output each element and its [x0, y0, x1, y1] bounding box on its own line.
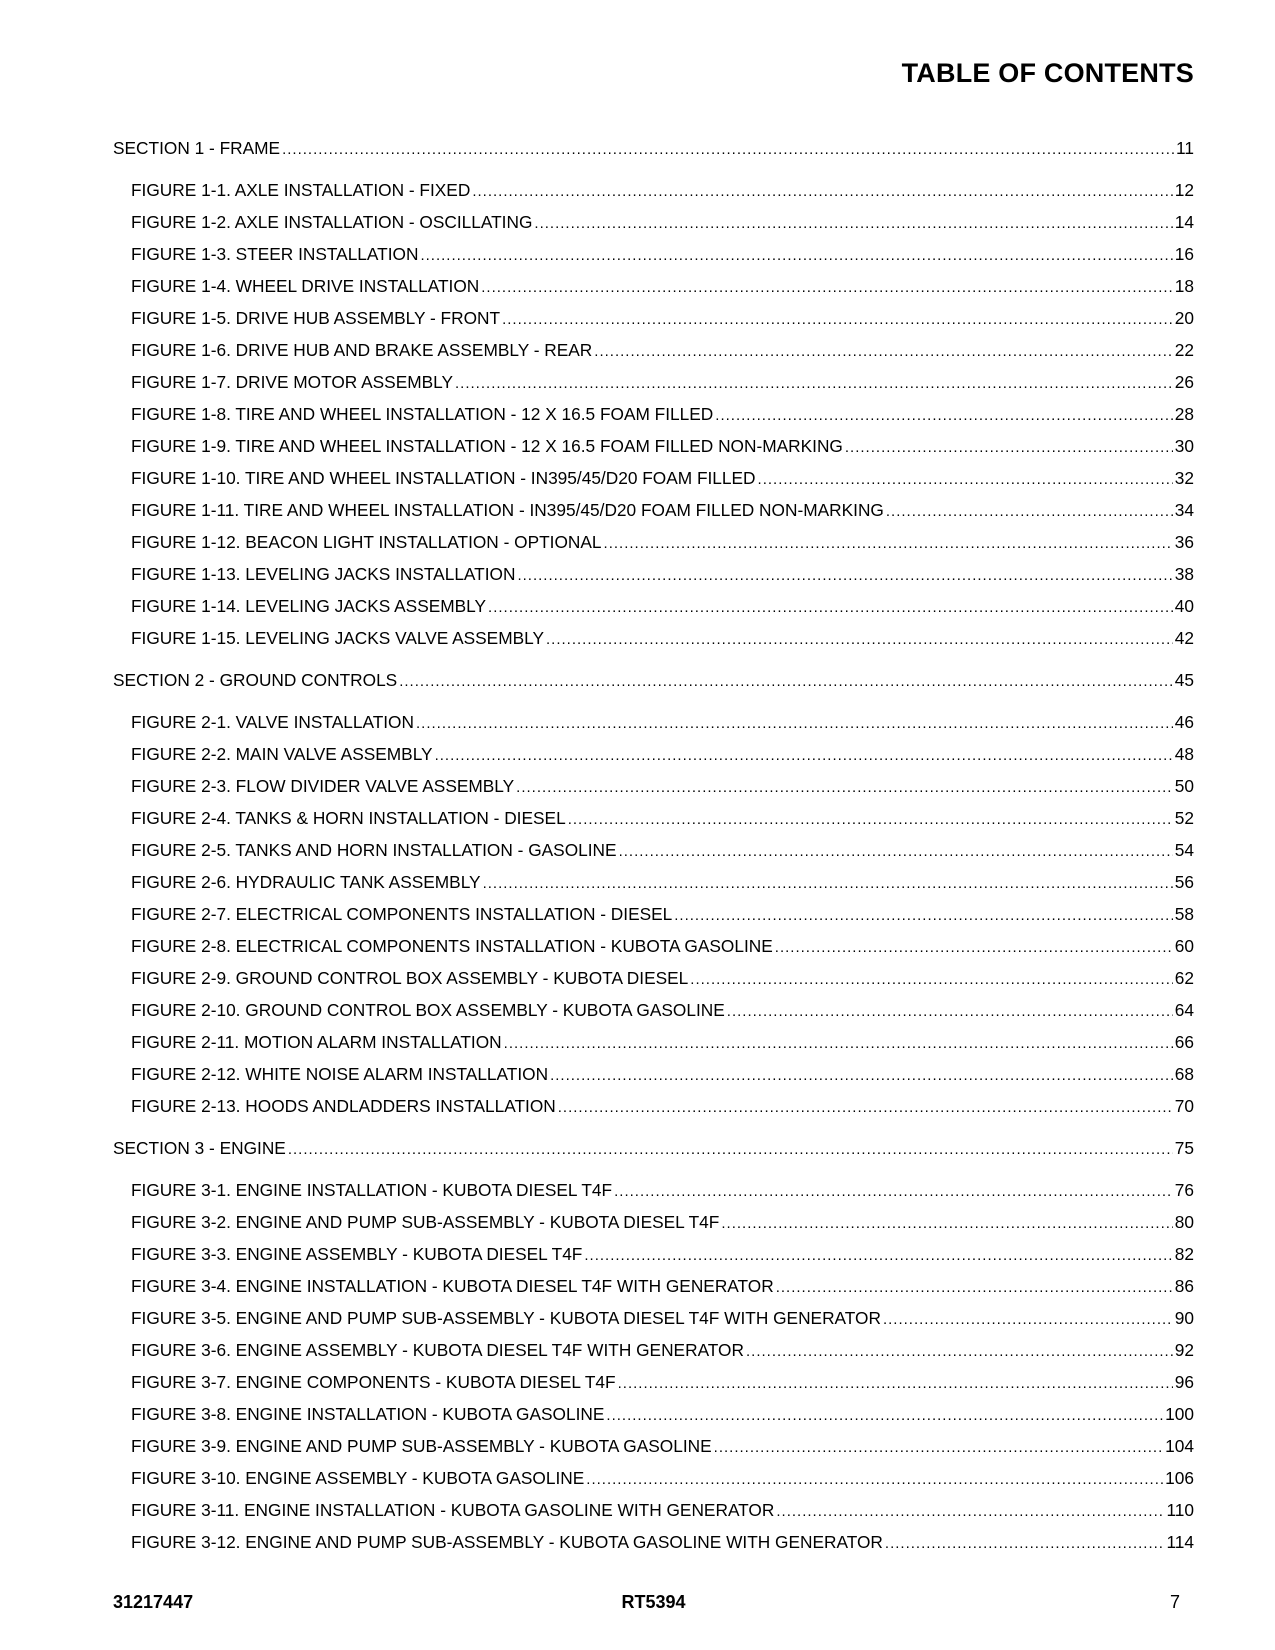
toc-entry-label: FIGURE 3-7. ENGINE COMPONENTS - KUBOTA DIESEL T4F [131, 1372, 616, 1392]
toc-entry-label: FIGURE 2-8. ELECTRICAL COMPONENTS INSTALLATION - KUBOTA GASOLINE [131, 936, 773, 956]
dot-leader [586, 1462, 1163, 1494]
toc-entry-page: 76 [1174, 1180, 1194, 1200]
toc-entry-label: FIGURE 1-2. AXLE INSTALLATION - OSCILLATING [131, 212, 533, 232]
toc-figure-entry[interactable] [113, 1526, 1194, 1558]
dot-leader [455, 366, 1173, 398]
toc-entry-label: FIGURE 3-5. ENGINE AND PUMP SUB-ASSEMBLY - KUBOTA DIESEL T4F WITH GENERATOR [131, 1308, 881, 1328]
dot-leader [472, 174, 1172, 206]
toc-figure-entry[interactable] [113, 1494, 1194, 1526]
dot-leader [845, 430, 1173, 462]
toc-figure-entry[interactable] [113, 994, 1194, 1026]
toc-entry-page: 75 [1174, 1138, 1194, 1158]
toc-section-entry[interactable] [113, 132, 1194, 164]
toc-entry-page: 38 [1174, 564, 1194, 584]
dot-leader [504, 1026, 1173, 1058]
toc-figure-entry[interactable] [113, 622, 1194, 654]
dot-leader [690, 962, 1172, 994]
toc-figure-entry[interactable] [113, 1206, 1194, 1238]
toc-figure-entry[interactable] [113, 334, 1194, 366]
toc-figure-entry[interactable] [113, 770, 1194, 802]
toc-entry-label: FIGURE 2-7. ELECTRICAL COMPONENTS INSTALLATION - DIESEL [131, 904, 673, 924]
dot-leader [399, 664, 1173, 696]
toc-figure-entry[interactable] [113, 366, 1194, 398]
toc-entry-page: 50 [1174, 776, 1194, 796]
toc-entry-label: FIGURE 2-2. MAIN VALVE ASSEMBLY [131, 744, 433, 764]
dot-leader [550, 1058, 1173, 1090]
dot-leader [618, 1366, 1173, 1398]
toc-entry-page: 64 [1174, 1000, 1194, 1020]
toc-entry-page: 30 [1174, 436, 1194, 456]
dot-leader [714, 1430, 1163, 1462]
toc-figure-entry[interactable] [113, 206, 1194, 238]
toc-entry-page: 42 [1174, 628, 1194, 648]
toc-entry-page: 106 [1165, 1468, 1194, 1488]
toc-entry-page: 110 [1166, 1500, 1194, 1520]
toc-entry-label: FIGURE 1-14. LEVELING JACKS ASSEMBLY [131, 596, 487, 616]
toc-entry-page: 45 [1174, 670, 1194, 690]
toc-entry-label: FIGURE 3-2. ENGINE AND PUMP SUB-ASSEMBLY - KUBOTA DIESEL T4F [131, 1212, 720, 1232]
toc-entry-page: 82 [1174, 1244, 1194, 1264]
toc-figure-entry[interactable] [113, 494, 1194, 526]
toc-figure-entry[interactable] [113, 174, 1194, 206]
dot-leader [886, 494, 1173, 526]
toc-figure-entry[interactable] [113, 834, 1194, 866]
toc-entry-label: FIGURE 1-1. AXLE INSTALLATION - FIXED [131, 180, 471, 200]
toc-entry-label: FIGURE 2-9. GROUND CONTROL BOX ASSEMBLY - KUBOTA DIESEL [131, 968, 689, 988]
toc-entry-label: FIGURE 1-10. TIRE AND WHEEL INSTALLATION - IN395/45/D20 FOAM FILLED [131, 468, 756, 488]
toc-entry-page: 32 [1174, 468, 1194, 488]
toc-entry-page: 52 [1174, 808, 1194, 828]
toc-section-3 [113, 1132, 1194, 1558]
toc-entry-page: 56 [1174, 872, 1194, 892]
document-number: 31217447 [113, 1592, 194, 1612]
toc-figure-entry[interactable] [113, 1398, 1194, 1430]
model-number: RT5394 [621, 1592, 686, 1612]
toc-entry-page: 36 [1174, 532, 1194, 552]
toc-entry-page: 26 [1174, 372, 1194, 392]
toc-entry-label: FIGURE 1-6. DRIVE HUB AND BRAKE ASSEMBLY - REAR [131, 340, 593, 360]
toc-figure-entry[interactable] [113, 1058, 1194, 1090]
toc-figure-entry[interactable] [113, 898, 1194, 930]
dot-leader [604, 526, 1173, 558]
dot-leader [776, 1270, 1173, 1302]
toc-entry-label: FIGURE 1-11. TIRE AND WHEEL INSTALLATION - IN395/45/D20 FOAM FILLED NON-MARKING [131, 500, 884, 520]
toc-figure-entry[interactable] [113, 1026, 1194, 1058]
toc-entry-page: 18 [1174, 276, 1194, 296]
toc-figure-entry[interactable] [113, 590, 1194, 622]
dot-leader [534, 206, 1172, 238]
dot-leader [619, 834, 1173, 866]
toc-entry-page: 40 [1174, 596, 1194, 616]
dot-leader [435, 738, 1173, 770]
toc-entry-page: 20 [1174, 308, 1194, 328]
toc-figure-entry[interactable] [113, 1366, 1194, 1398]
toc-entry-page: 86 [1174, 1276, 1194, 1296]
toc-entry-label: FIGURE 1-15. LEVELING JACKS VALVE ASSEMBLY [131, 628, 544, 648]
dot-leader [614, 1174, 1173, 1206]
toc-section-entry[interactable] [113, 1132, 1194, 1164]
dot-leader [674, 898, 1173, 930]
toc-entry-label: FIGURE 3-3. ENGINE ASSEMBLY - KUBOTA DIESEL T4F [131, 1244, 583, 1264]
toc-figure-entry[interactable] [113, 1334, 1194, 1366]
dot-leader [517, 558, 1172, 590]
dot-leader [715, 398, 1172, 430]
dot-leader [776, 1494, 1164, 1526]
toc-entry-page: 28 [1174, 404, 1194, 424]
toc-figure-entry[interactable] [113, 1462, 1194, 1494]
toc-entry-label: FIGURE 3-9. ENGINE AND PUMP SUB-ASSEMBLY - KUBOTA GASOLINE [131, 1436, 712, 1456]
toc-entry-page: 104 [1165, 1436, 1194, 1456]
toc-entry-label: FIGURE 3-12. ENGINE AND PUMP SUB-ASSEMBLY - KUBOTA GASOLINE WITH GENERATOR [131, 1532, 883, 1552]
toc-figure-entry[interactable] [113, 1090, 1194, 1122]
toc-entry-page: 60 [1174, 936, 1194, 956]
toc-entry-label: FIGURE 1-3. STEER INSTALLATION [131, 244, 419, 264]
dot-leader [758, 462, 1173, 494]
toc-figure-entry[interactable] [113, 430, 1194, 462]
toc-figure-entry[interactable] [113, 962, 1194, 994]
dot-leader [488, 590, 1173, 622]
toc-entry-page: 90 [1174, 1308, 1194, 1328]
page-title: TABLE OF CONTENTS [901, 58, 1194, 88]
toc-entry-page: 46 [1174, 712, 1194, 732]
toc-figure-entry[interactable] [113, 738, 1194, 770]
toc-figure-entry[interactable] [113, 1174, 1194, 1206]
toc-entry-label: FIGURE 1-9. TIRE AND WHEEL INSTALLATION - 12 X 16.5 FOAM FILLED NON-MARKING [131, 436, 843, 456]
toc-figure-entry[interactable] [113, 1270, 1194, 1302]
dot-leader [481, 270, 1173, 302]
dot-leader [727, 994, 1173, 1026]
toc-entry-page: 48 [1174, 744, 1194, 764]
toc-entry-page: 66 [1174, 1032, 1194, 1052]
toc-figure-entry[interactable] [113, 1238, 1194, 1270]
toc-figure-entry[interactable] [113, 558, 1194, 590]
toc-entry-page: 68 [1174, 1064, 1194, 1084]
toc-figure-entry[interactable] [113, 302, 1194, 334]
toc-entry-page: 58 [1174, 904, 1194, 924]
toc-entry-page: 16 [1174, 244, 1194, 264]
toc-entry-page: 14 [1174, 212, 1194, 232]
toc-entry-label: FIGURE 1-13. LEVELING JACKS INSTALLATION [131, 564, 516, 584]
toc-entry-label: FIGURE 2-13. HOODS ANDLADDERS INSTALLATION [131, 1096, 556, 1116]
toc-entry-label: FIGURE 1-12. BEACON LIGHT INSTALLATION - OPTIONAL [131, 532, 602, 552]
toc-entry-label: FIGURE 2-5. TANKS AND HORN INSTALLATION - GASOLINE [131, 840, 617, 860]
table-of-contents [113, 132, 1194, 1558]
dot-leader [483, 866, 1173, 898]
dot-leader [568, 802, 1173, 834]
dot-leader [420, 238, 1172, 270]
toc-entry-label: FIGURE 2-11. MOTION ALARM INSTALLATION [131, 1032, 502, 1052]
toc-entry-label: FIGURE 3-10. ENGINE ASSEMBLY - KUBOTA GASOLINE [131, 1468, 585, 1488]
dot-leader [546, 622, 1173, 654]
dot-leader [885, 1526, 1165, 1558]
toc-entry-label: FIGURE 3-1. ENGINE INSTALLATION - KUBOTA DIESEL T4F [131, 1180, 613, 1200]
toc-figure-entry[interactable] [113, 270, 1194, 302]
toc-figure-entry[interactable] [113, 1302, 1194, 1334]
dot-leader [746, 1334, 1173, 1366]
dot-leader [282, 132, 1174, 164]
toc-entry-page: 22 [1174, 340, 1194, 360]
toc-figure-entry[interactable] [113, 802, 1194, 834]
toc-entry-label: FIGURE 2-6. HYDRAULIC TANK ASSEMBLY [131, 872, 481, 892]
toc-entry-page: 80 [1174, 1212, 1194, 1232]
toc-entry-page: 70 [1174, 1096, 1194, 1116]
dot-leader [502, 302, 1173, 334]
toc-entry-label: FIGURE 2-10. GROUND CONTROL BOX ASSEMBLY - KUBOTA GASOLINE [131, 1000, 725, 1020]
toc-figure-entry[interactable] [113, 1430, 1194, 1462]
toc-section-entry[interactable] [113, 664, 1194, 696]
toc-entry-label: SECTION 1 - FRAME [113, 138, 281, 158]
toc-entry-label: FIGURE 1-7. DRIVE MOTOR ASSEMBLY [131, 372, 454, 392]
toc-figure-entry[interactable] [113, 930, 1194, 962]
toc-entry-label: FIGURE 2-4. TANKS & HORN INSTALLATION - DIESEL [131, 808, 566, 828]
page-footer [113, 1592, 1194, 1616]
toc-entry-label: SECTION 2 - GROUND CONTROLS [113, 670, 398, 690]
dot-leader [288, 1132, 1173, 1164]
toc-entry-label: FIGURE 1-8. TIRE AND WHEEL INSTALLATION - 12 X 16.5 FOAM FILLED [131, 404, 714, 424]
dot-leader [594, 334, 1172, 366]
toc-entry-page: 62 [1174, 968, 1194, 988]
page-number: 7 [1169, 1592, 1180, 1612]
toc-entry-label: FIGURE 3-11. ENGINE INSTALLATION - KUBOTA GASOLINE WITH GENERATOR [131, 1500, 775, 1520]
toc-figure-entry[interactable] [113, 238, 1194, 270]
dot-leader [558, 1090, 1173, 1122]
dot-leader [775, 930, 1173, 962]
toc-entry-label: FIGURE 3-6. ENGINE ASSEMBLY - KUBOTA DIESEL T4F WITH GENERATOR [131, 1340, 744, 1360]
dot-leader [416, 706, 1173, 738]
toc-entry-page: 96 [1174, 1372, 1194, 1392]
toc-figure-entry[interactable] [113, 706, 1194, 738]
toc-figure-entry[interactable] [113, 866, 1194, 898]
toc-entry-page: 34 [1174, 500, 1194, 520]
toc-entry-page: 92 [1174, 1340, 1194, 1360]
toc-entry-label: SECTION 3 - ENGINE [113, 1138, 286, 1158]
toc-entry-label: FIGURE 3-4. ENGINE INSTALLATION - KUBOTA DIESEL T4F WITH GENERATOR [131, 1276, 774, 1296]
dot-leader [883, 1302, 1173, 1334]
dot-leader [606, 1398, 1163, 1430]
toc-entry-label: FIGURE 2-3. FLOW DIVIDER VALVE ASSEMBLY [131, 776, 515, 796]
toc-figure-entry[interactable] [113, 526, 1194, 558]
toc-entry-label: FIGURE 2-12. WHITE NOISE ALARM INSTALLATION [131, 1064, 549, 1084]
toc-entry-page: 12 [1174, 180, 1194, 200]
toc-entry-page: 54 [1174, 840, 1194, 860]
toc-section-1 [113, 132, 1194, 654]
toc-entry-label: FIGURE 1-5. DRIVE HUB ASSEMBLY - FRONT [131, 308, 501, 328]
toc-entry-page: 100 [1165, 1404, 1194, 1424]
toc-section-2 [113, 664, 1194, 1122]
toc-entry-label: FIGURE 3-8. ENGINE INSTALLATION - KUBOTA GASOLINE [131, 1404, 605, 1424]
dot-leader [584, 1238, 1172, 1270]
toc-entry-page: 11 [1176, 138, 1194, 158]
toc-figure-entry[interactable] [113, 398, 1194, 430]
toc-entry-label: FIGURE 2-1. VALVE INSTALLATION [131, 712, 414, 732]
dot-leader [516, 770, 1173, 802]
dot-leader [721, 1206, 1172, 1238]
toc-entry-label: FIGURE 1-4. WHEEL DRIVE INSTALLATION [131, 276, 480, 296]
toc-entry-page: 114 [1166, 1532, 1194, 1552]
toc-figure-entry[interactable] [113, 462, 1194, 494]
